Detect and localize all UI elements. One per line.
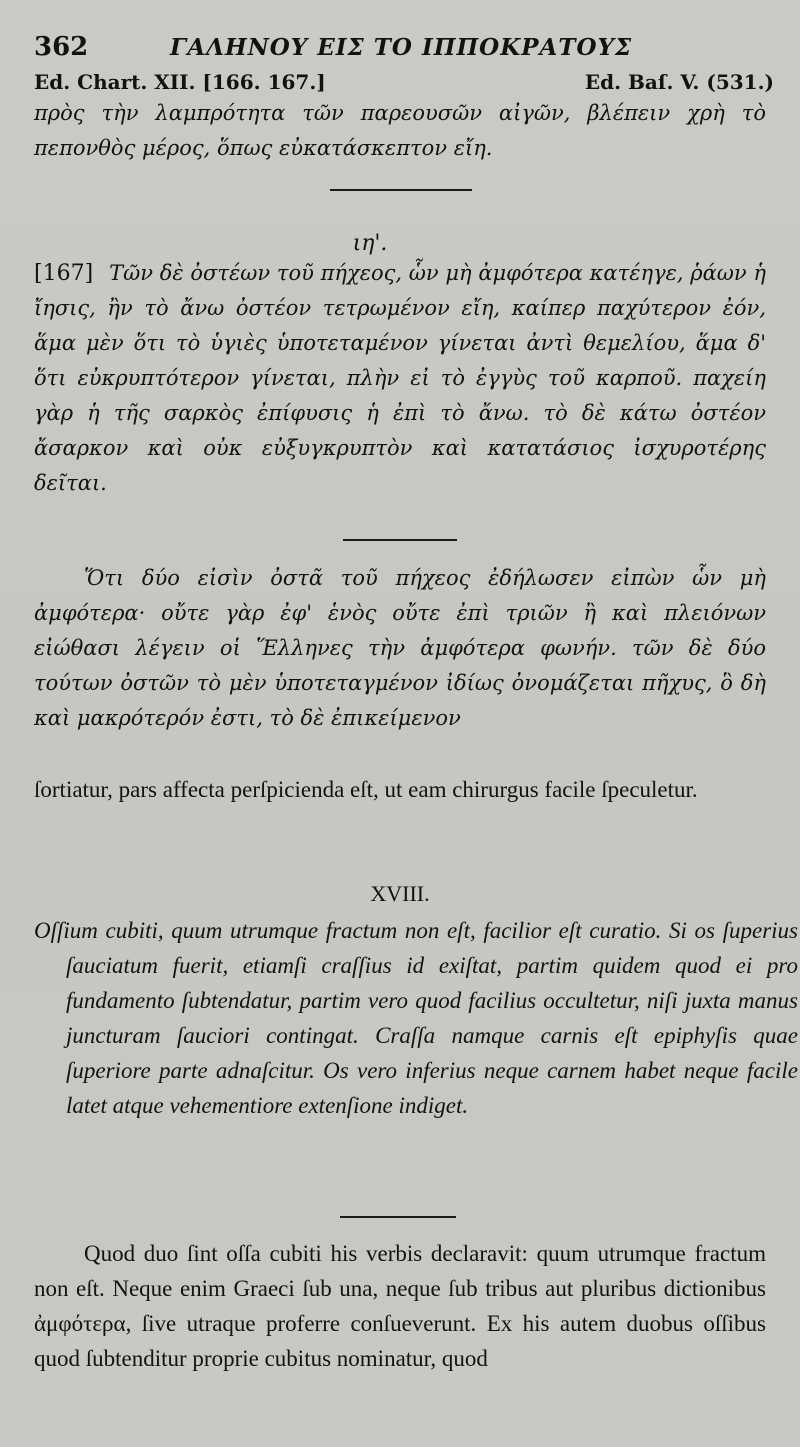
- latin-aphorism-paragraph: Oſſium cubiti, quum utrumque fractum non eſt, facilior eſt curatio. Si os ſuperius ſauciatum fuerit, etiamſi craſſius id exiſtat, partim quidem quod ei pro fundamento ſubtendatur, partim vero quod facilius occultetur, niſi juxta manus juncturam ſauciori contingat. Craſſa namque carnis eſt epiphyſis quae ſuperiore parte adnaſcitur. Os vero inferius neque carnem habet neque facile latet atque vehementiore extenſione indiget.: [34, 918, 798, 1118]
- page-number: 362: [34, 32, 89, 62]
- paragraph-divider: [343, 539, 457, 541]
- greek-commentary-paragraph: Ὅτι δύο εἰσὶν ὀστᾶ τοῦ πήχεος ἐδήλωσεν εἰπὼν ὧν μὴ ἀμφότερα· οὔτε γὰρ ἐφ' ἑνὸς οὔτε ἐπὶ τριῶν ἢ καὶ πλειόνων εἰώθασι λέγειν οἱ Ἕλληνες τὴν ἀμφότερα φωνήν. τῶν δὲ δύο τούτων ὀστῶν τὸ μὲν ὑποτεταγμένον ἰδίως ὀνομάζεται πῆχυς, ὃ δὴ καὶ μακρότερόν ἐστι, τὸ δὲ ἐπικείμενον: [34, 566, 766, 730]
- greek-aphorism-text: Τῶν δὲ ὀστέων τοῦ πήχεος, ὧν μὴ ἀμφότερα κατέηγε, ῥάων ἡ ἴησις, ἢν τὸ ἄνω ὀστέον τετρωμένον εἴη, καίπερ παχύτερον ἐόν, ἅμα μὲν ὅτι τὸ ὑγιὲς ὑποτεταμένον γίνεται ἀντὶ θεμελίου, ἅμα δ' ὅτι εὐκρυπτότερον γίνεται, πλὴν εἰ τὸ ἐγγὺς τοῦ καρποῦ. παχείη γὰρ ἡ τῆς σαρκὸς ἐπίφυσις ἡ ἐπὶ τὸ ἄνω. τὸ δὲ κάτω ὀστέον ἄσαρκον καὶ οὐκ εὐξυγκρυπτὸν καὶ κατατάσιος ἰσχυροτέρης δεῖται.: [34, 261, 766, 495]
- paragraph-divider-latin: [340, 1216, 456, 1218]
- latin-commentary-paragraph: Quod duo ſint oſſa cubiti his verbis declaravit: quum utrumque fractum non eſt. Neque enim Graeci ſub una, neque ſub tribus aut pluribus dictionibus ἀμφότερα, ſive utraque proferre conſueverunt. Ex his autem duobus oſſibus quod ſubtenditur proprie cubitus nominatur, quod: [34, 1241, 766, 1371]
- edition-reference-line: [34, 70, 774, 96]
- section-divider: [330, 189, 472, 191]
- edition-reference-left: Ed. Chart. XII. [166. 167.]: [34, 70, 326, 94]
- running-title: ΓΑΛΗΝΟΥ ΕΙΣ ΤΟ ΙΠΠΟΚΡΑΤΟΥΣ: [170, 34, 633, 61]
- page-header: [34, 32, 774, 64]
- greek-aphorism-paragraph: [34, 256, 766, 501]
- latin-section-number: XVIII.: [370, 881, 430, 906]
- latin-continuation-paragraph: ſortiatur, pars affecta perſpicienda eſt, ut eam chirurgus facile ſpeculetur.: [34, 777, 698, 802]
- page-marker: [167]: [34, 261, 94, 286]
- greek-continuation-paragraph: πρὸς τὴν λαμπρότητα τῶν παρεουσῶν αἰγῶν, βλέπειν χρὴ τὸ πεπονθὸς μέρος, ὅπως εὐκατάσκεπτον εἴη.: [34, 101, 766, 160]
- edition-reference-right: Ed. Baſ. V. (531.): [584, 70, 774, 94]
- greek-section-number: ιη'.: [352, 231, 388, 256]
